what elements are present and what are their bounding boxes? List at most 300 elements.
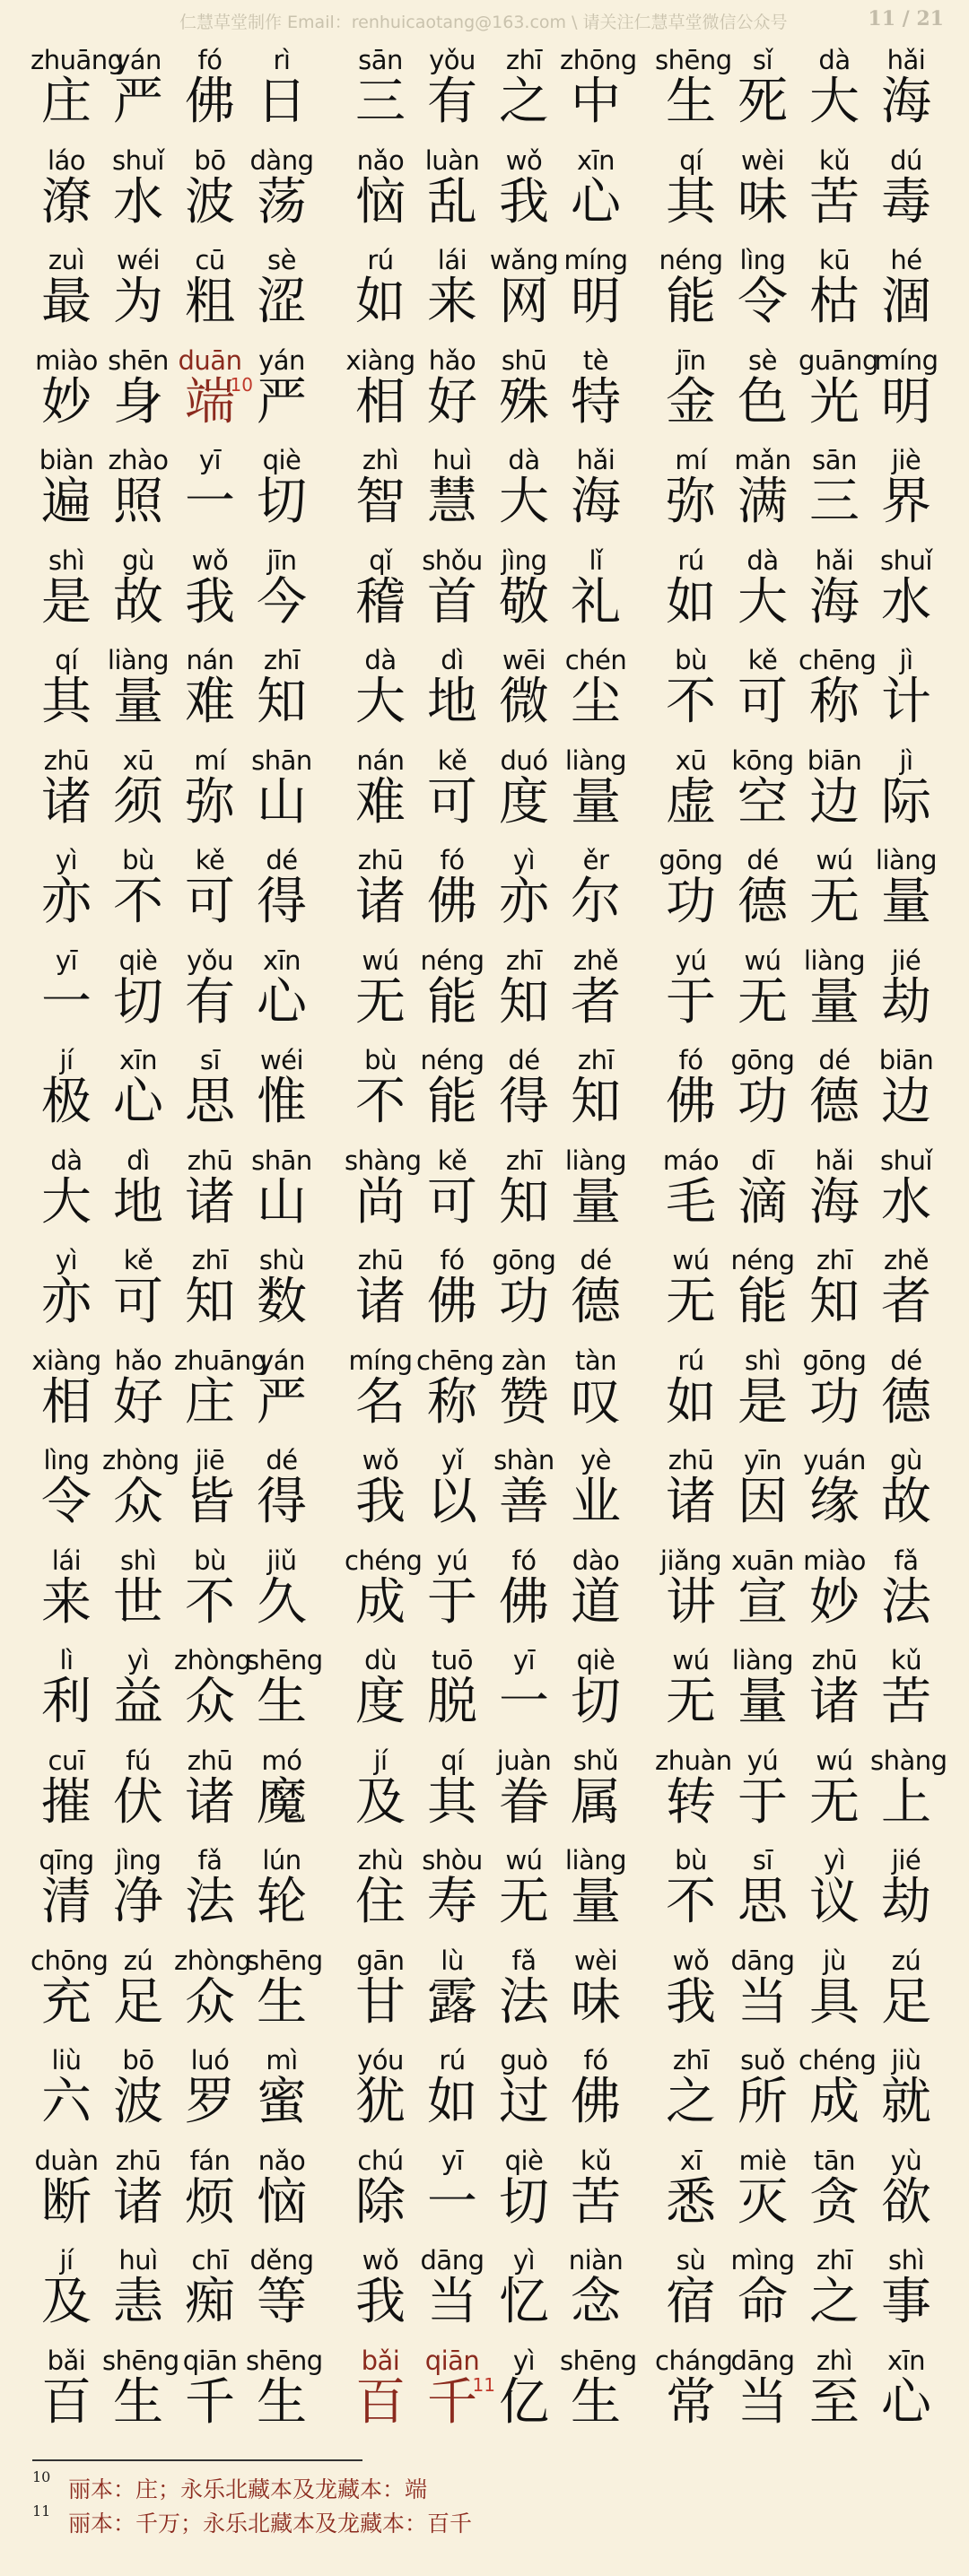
verse-row [0,140,969,240]
hanzi: 可 [427,1172,477,1231]
hanzi: 悉 [666,2172,716,2232]
syllable [246,439,318,539]
syllable [870,1640,942,1739]
hanzi: 计 [881,673,931,731]
syllable [31,340,102,439]
hanzi: 心 [571,172,621,231]
hanzi: 亦 [41,1273,92,1331]
syllable [345,1340,416,1440]
hanzi: 如 [666,572,716,631]
hanzi: 诸 [355,1273,406,1331]
verse-phrase [31,1140,327,1240]
hanzi: 三 [355,73,406,131]
pinyin: jié [891,1845,921,1875]
hanzi: 属 [571,1772,621,1832]
pinyin: ěr [582,845,609,875]
pinyin: gōng [659,845,723,875]
hanzi: 劫 [881,972,931,1031]
pinyin: chéng [799,2045,877,2076]
syllable [488,1740,560,1840]
pinyin: guāng [799,344,878,376]
syllable [870,2140,942,2240]
syllable [488,1240,560,1339]
hanzi: 法 [881,1572,931,1632]
pinyin: fó [511,1545,537,1576]
pinyin: yǐ [441,1445,464,1475]
syllable [345,1240,416,1339]
hanzi: 如 [355,273,406,331]
syllable [174,1840,246,1939]
pinyin: lái [51,1545,82,1576]
hanzi: 世 [113,1572,163,1632]
verse-phrase [31,1940,327,2040]
pinyin: xū [675,744,707,776]
verse-phrase [31,640,327,739]
pinyin: yì [55,845,78,875]
pinyin: luàn [424,144,480,176]
pinyin: fó [678,1045,703,1075]
hanzi: 地 [113,1172,163,1231]
hanzi: 成 [809,2073,860,2131]
syllable [727,1740,799,1840]
pinyin: rì [273,45,291,75]
syllable [870,1140,942,1240]
hanzi: 最 [41,273,92,331]
syllable [488,2140,560,2240]
verse-phrase [31,439,327,539]
syllable [655,2140,727,2240]
pinyin: sī [752,1845,773,1875]
verse-phrase [655,1240,951,1339]
hanzi: 佛 [571,2073,621,2131]
syllable [246,2140,318,2240]
hanzi: 惟 [257,1073,307,1131]
syllable [246,1940,323,2040]
pinyin: dāng [420,2245,484,2276]
syllable [345,2240,416,2339]
page-header [0,0,969,39]
syllable [246,1740,318,1840]
pinyin: fó [583,2045,608,2076]
syllable [345,540,416,640]
hanzi: 涩 [257,273,307,331]
pinyin: dé [580,1245,612,1275]
hanzi: 恼 [355,172,406,231]
hanzi: 足 [881,1972,931,2032]
hanzi: 为 [113,273,163,331]
hanzi: 严 [257,1372,307,1432]
pinyin: yǒu [429,45,476,75]
pinyin: qiān [424,2345,480,2376]
hanzi: 无 [499,1873,549,1931]
syllable [174,340,253,439]
hanzi: 尔 [571,873,621,931]
syllable [799,2140,870,2240]
syllable [31,1540,102,1640]
syllable [102,1340,174,1440]
syllable [345,340,416,439]
verse-row [0,940,969,1040]
hanzi: 魔 [257,1772,307,1832]
pinyin: dàng [249,144,314,176]
footnote-text: 丽本：千万；永乐北藏本及龙藏本：百千 [68,2511,473,2537]
pinyin: zhě [884,1245,929,1275]
pinyin: wèi [740,144,785,176]
hanzi: 德 [571,1273,621,1331]
pinyin: máo [662,1144,720,1176]
pinyin: jù [823,1945,846,1976]
hanzi: 烦 [185,2172,235,2232]
syllable [799,2040,877,2139]
syllable [246,940,318,1040]
pinyin: qīng [39,1845,94,1875]
syllable [174,1740,246,1840]
pinyin: tān [813,2145,856,2176]
hanzi: 脱 [427,1673,477,1731]
syllable [416,1940,488,2040]
syllable [416,2340,495,2440]
syllable [870,1840,942,1939]
pinyin: néng [730,1245,795,1275]
verse-phrase [345,1140,641,1240]
pinyin: tuō [432,1645,473,1675]
pinyin: shàng [345,1144,422,1176]
hanzi: 功 [809,1372,860,1432]
hanzi: 当 [738,2372,788,2432]
syllable [416,2140,488,2240]
hanzi: 道 [571,1572,621,1632]
pinyin: dà [508,445,540,475]
hanzi: 诸 [113,2172,163,2232]
hanzi: 水 [881,572,931,631]
pinyin: xīn [886,2345,926,2376]
pinyin: jí [373,1745,388,1776]
pinyin: zhū [811,1645,858,1675]
verse-phrase [345,1640,641,1739]
hanzi: 犹 [355,2073,406,2131]
pinyin: yī [55,944,78,976]
verse-phrase [31,1240,327,1339]
pinyin: shū [501,344,547,376]
hanzi: 切 [571,1673,621,1731]
pinyin: shān [251,1144,312,1176]
syllable [174,1940,251,2040]
syllable [870,340,942,439]
pinyin: zú [891,1945,921,1976]
pinyin: zhī [816,2245,853,2276]
hanzi: 相 [355,372,406,431]
pinyin: liàng [564,1845,627,1875]
hanzi: 诸 [185,1772,235,1832]
pinyin: rú [367,245,394,275]
hanzi: 成 [355,1572,406,1632]
hanzi: 海 [809,572,860,631]
footnote-number: 11 [32,2502,51,2519]
hanzi: 我 [355,2273,406,2331]
syllable [102,1740,174,1840]
hanzi: 净 [113,1873,163,1931]
pinyin: gù [890,1445,922,1475]
hanzi: 宿 [666,2273,716,2331]
hanzi: 之 [809,2273,860,2331]
pinyin: jīn [676,344,706,376]
syllable [246,39,318,139]
hanzi: 宣 [738,1572,788,1632]
syllable [31,640,102,739]
verse-row [0,2040,969,2140]
pinyin: shān [251,744,312,776]
hanzi: 常 [666,2372,716,2432]
pinyin: zhào [108,445,169,475]
hanzi: 一 [185,473,235,531]
verse-phrase [655,1640,951,1739]
syllable [102,1240,174,1339]
verse-phrase [345,340,641,439]
syllable [102,2240,174,2339]
syllable [102,640,174,739]
hanzi: 不 [113,873,163,931]
footnote-marker[interactable]: 10 [230,373,253,396]
hanzi: 称 [427,1372,477,1432]
pinyin: zhuāng [31,45,124,75]
syllable [174,2340,246,2440]
pinyin: shēn [108,344,169,376]
syllable [655,1440,727,1539]
hanzi: 海 [571,473,621,531]
syllable [416,439,488,539]
pinyin: wèi [573,1945,618,1976]
hanzi: 恼 [257,2172,307,2232]
verse-row [0,540,969,640]
syllable [31,1040,102,1139]
syllable [345,1740,416,1840]
pinyin: liàng [803,944,866,976]
hanzi: 大 [809,73,860,131]
verse-phrase [655,39,951,139]
pinyin: jì [899,744,913,776]
syllable [727,1040,799,1139]
syllable [31,2240,102,2339]
pinyin: yè [580,1445,611,1475]
pinyin: yì [55,1245,78,1275]
verse-phrase [345,540,641,640]
hanzi: 知 [571,1073,621,1131]
hanzi: 是 [738,1372,788,1432]
hanzi: 众 [185,1972,235,2032]
hanzi: 及 [355,1772,406,1832]
pinyin: wēi [502,645,546,675]
pinyin: yī [198,445,222,475]
pinyin: mìng [730,2245,795,2276]
syllable [655,640,727,739]
pinyin: guò [500,2045,548,2076]
pinyin: hǎi [886,45,926,75]
syllable [246,740,318,840]
syllable [174,940,246,1040]
syllable [560,1140,632,1240]
pinyin: hǎo [114,1345,162,1376]
pinyin: zhū [115,2145,162,2176]
hanzi: 粗 [185,273,235,331]
syllable [560,2240,632,2339]
pinyin: qiè [118,944,158,976]
syllable [416,2240,488,2339]
syllable [727,640,799,739]
hanzi: 量 [738,1673,788,1731]
syllable [488,340,560,439]
syllable [416,640,488,739]
hanzi: 度 [499,772,549,831]
syllable [174,439,246,539]
syllable [870,1340,942,1440]
syllable [416,740,488,840]
scripture-text [0,39,969,2440]
hanzi: 诸 [666,1473,716,1531]
pinyin: wú [816,845,853,875]
hanzi: 讲 [666,1572,716,1632]
syllable [488,2040,560,2139]
verse-row [0,439,969,540]
syllable [488,840,560,939]
hanzi: 露 [427,1972,477,2032]
syllable [345,140,416,239]
hanzi: 切 [257,473,307,531]
pinyin: zhì [816,2345,853,2376]
verse-phrase [31,1740,327,1840]
hanzi: 色 [738,372,788,431]
hanzi: 其 [427,1772,477,1832]
hanzi: 毛 [666,1172,716,1231]
syllable [799,1640,870,1739]
hanzi: 知 [257,673,307,731]
pinyin: jiù [891,2045,921,2076]
hanzi: 海 [881,73,931,131]
hanzi: 欲 [881,2172,931,2232]
hanzi: 边 [809,772,860,831]
syllable [246,1340,318,1440]
hanzi: 思 [738,1873,788,1931]
verse-phrase [31,840,327,939]
verse-row [0,1040,969,1140]
pinyin: kǔ [580,2145,612,2176]
pinyin: fó [197,45,223,75]
syllable [246,640,318,739]
hanzi: 者 [881,1273,931,1331]
pinyin: fǎ [894,1545,919,1576]
hanzi: 山 [257,1172,307,1231]
syllable [488,1940,560,2040]
verse-row [0,1740,969,1841]
hanzi: 难 [185,673,235,731]
pinyin: liàng [731,1645,794,1675]
syllable [655,1940,727,2040]
verse-phrase [31,940,327,1040]
hanzi: 荡 [257,172,307,231]
syllable [799,640,877,739]
pinyin: yī [512,1645,536,1675]
syllable [799,1340,870,1440]
pinyin: miào [35,344,98,376]
hanzi: 得 [257,1473,307,1531]
verse-phrase [345,640,641,739]
hanzi: 如 [666,1372,716,1432]
hanzi: 罗 [185,2073,235,2131]
footnote-marker[interactable]: 11 [472,2373,495,2396]
syllable [31,840,102,939]
verse-phrase [655,439,951,539]
pinyin: xuān [731,1545,794,1576]
pinyin: bù [675,645,707,675]
hanzi: 我 [185,572,235,631]
syllable [655,740,727,840]
hanzi: 转 [666,1772,716,1832]
pinyin: jìng [115,1845,162,1875]
syllable [727,840,799,939]
syllable [31,540,102,640]
pinyin: kě [437,1144,467,1176]
pinyin: wǎng [489,245,559,275]
hanzi: 之 [666,2073,716,2131]
syllable [246,1640,323,1739]
syllable [870,1540,942,1640]
pinyin: zuì [48,245,85,275]
hanzi: 知 [809,1273,860,1331]
pinyin: chēng [799,645,877,675]
pinyin: yán [115,45,162,75]
hanzi: 礼 [571,572,621,631]
pinyin: qiè [262,445,301,475]
syllable [727,1540,799,1640]
syllable [560,39,637,139]
syllable [345,740,416,840]
syllable [727,2240,799,2339]
hanzi: 一 [41,972,92,1031]
hanzi: 味 [571,1972,621,2032]
pinyin: xiàng [31,1345,101,1376]
syllable [870,1440,942,1539]
pinyin: láo [47,144,86,176]
syllable [31,1640,102,1739]
syllable [488,140,560,239]
syllable [345,239,416,339]
syllable [416,1740,488,1840]
verse-phrase [345,2040,641,2139]
hanzi: 诸 [355,873,406,931]
pinyin: tè [582,344,609,376]
pinyin: dú [890,144,922,176]
pinyin: nǎo [356,144,405,176]
verse-phrase [655,940,951,1040]
verse-phrase [655,1540,951,1640]
pinyin: nán [356,744,405,776]
hanzi: 尚 [355,1172,406,1231]
hanzi: 生 [257,1972,307,2032]
syllable [655,1540,727,1640]
syllable [31,39,124,139]
pinyin: qí [679,144,703,176]
pinyin: wú [672,1645,710,1675]
hanzi: 无 [809,873,860,931]
hanzi: 海 [809,1172,860,1231]
syllable [31,2140,102,2240]
hanzi: 德 [881,1372,931,1432]
verse-row [0,1540,969,1640]
syllable [345,1540,423,1640]
hanzi: 众 [113,1473,163,1531]
pinyin: chú [357,2145,404,2176]
syllable [870,540,942,640]
verse-phrase [31,2140,327,2240]
